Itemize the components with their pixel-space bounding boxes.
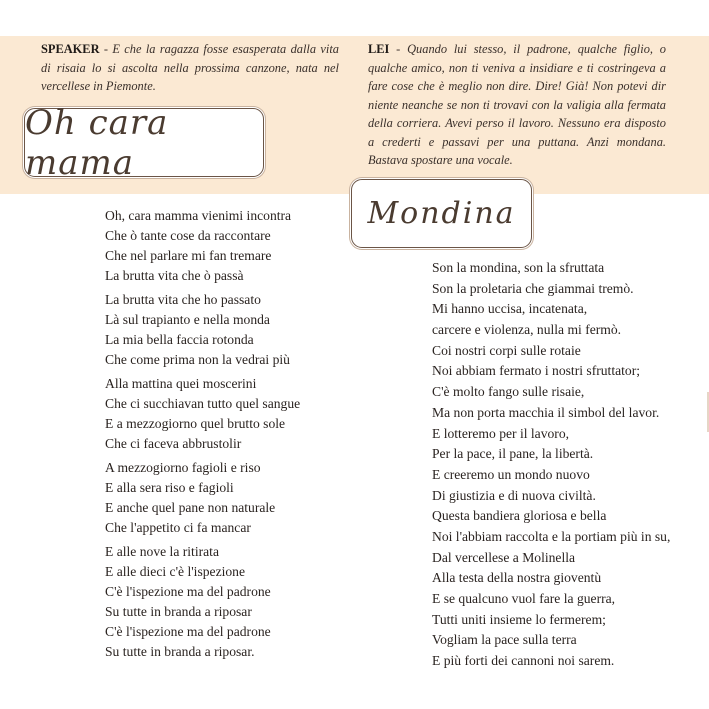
verse-line: E alle nove la ritirata	[105, 544, 219, 559]
speaker-label: SPEAKER	[41, 42, 100, 56]
verse-line: E alla sera riso e fagioli	[105, 480, 234, 495]
verse-line: Che come prima non la vedrai più	[105, 352, 290, 367]
verse-line: Oh, cara mamma vienimi incontra	[105, 208, 292, 223]
verse-line: Su tutte in branda a riposar	[105, 604, 252, 619]
verse-line: Che l'appetito ci fa mancar	[105, 520, 251, 535]
verse-line: Là sul trapianto e nella monda	[105, 312, 270, 327]
verse-line: Mi hanno uccisa, incatenata,	[432, 301, 588, 317]
verse-line: Coi nostri corpi sulle rotaie	[432, 342, 581, 358]
speaker-text: - E che la ragazza fosse esasperata dalla vita di risaia lo si ascolta nella prossima canzone, nata nel vercellese in Piemonte.	[41, 42, 339, 93]
lei-label: LEI	[368, 42, 390, 56]
stanza	[105, 290, 300, 370]
verse-line: Che ci faceva abbrustolir	[105, 436, 242, 451]
stanza	[105, 542, 300, 662]
verse-line: E a mezzogiorno quel brutto sole	[105, 416, 286, 431]
verse-line: Son la proletaria che giammai tremò.	[432, 280, 634, 296]
lei-intro	[368, 40, 666, 170]
stanza	[105, 458, 300, 538]
verse-line: Vogliam la pace sulla terra	[432, 632, 577, 648]
verse-line: Dal vercellese a Molinella	[432, 549, 576, 565]
verse-line: E più forti dei cannoni noi sarem.	[432, 653, 615, 669]
verse-line: Che ò tante cose da raccontare	[105, 228, 271, 243]
verse-line: E anche quel pane non naturale	[105, 500, 276, 515]
stanza	[105, 374, 300, 454]
verse-line: carcere e violenza, nulla mi fermò.	[432, 322, 622, 338]
verse-line: La brutta vita che ho passato	[105, 292, 261, 307]
verse-line: E lotteremo per il lavoro,	[432, 425, 570, 441]
verse-line: E alle dieci c'è l'ispezione	[105, 564, 246, 579]
verse-line: Per la pace, il pane, la libertà.	[432, 446, 594, 462]
verse-line: Alla testa della nostra gioventù	[432, 570, 602, 586]
verse-line: A mezzogiorno fagioli e riso	[105, 460, 261, 475]
song-title-mondina	[351, 179, 532, 248]
song-title-oh-cara-mama	[24, 102, 264, 183]
verse-line: Questa bandiera gloriosa e bella	[432, 508, 607, 524]
verse-line: Son la mondina, son la sfruttata	[432, 260, 605, 275]
song-title-text: Oh cara mama	[25, 102, 169, 183]
lei-text: - Quando lui stesso, il padrone, qualche figlio, o qualche amico, non ti veniva a insidiare e ti costringeva a fare cose che è meglio non dire. Dire! Già! Non potevi dir niente neanche se non ti trovavi con la valigia alla fermata della corriera. Avevi perso il lavoro. Nessuno era disposto a crederti e passavi per una puttana. Anzi mondana. Bastava spostare una vocale.	[368, 42, 666, 167]
verse-line: Tutti uniti insieme lo fermerem;	[432, 611, 606, 627]
verse-line: La brutta vita che ò passà	[105, 268, 244, 283]
verse-line: Noi abbiam fermato i nostri sfruttator;	[432, 363, 641, 379]
verse-line: La mia bella faccia rotonda	[105, 332, 254, 347]
verse-line: Su tutte in branda a riposar.	[105, 644, 255, 659]
stanza	[105, 206, 300, 286]
verse-line: Ma non porta macchia il simbol del lavor.	[432, 404, 660, 420]
verse-line: Che nel parlare mi fan tremare	[105, 248, 272, 263]
verse-line: E creeremo un mondo nuovo	[432, 466, 590, 482]
verse-line: E se qualcuno vuol fare la guerra,	[432, 591, 616, 606]
verse-line: C'è l'ispezione ma del padrone	[105, 624, 271, 639]
verse-line: Che ci succhiavan tutto quel sangue	[105, 396, 301, 411]
poem-mondina	[432, 258, 670, 672]
poem-oh-cara-mama	[105, 206, 300, 666]
verse-line: Noi l'abbiam raccolta e la portiam più in su,	[432, 528, 671, 544]
verse-line: Di giustizia e di nuova civiltà.	[432, 487, 596, 503]
verse-line: C'è molto fango sulle risaie,	[432, 384, 585, 400]
verse-line: Alla mattina quei moscerini	[105, 376, 257, 391]
verse-line: C'è l'ispezione ma del padrone	[105, 584, 271, 599]
speaker-intro	[41, 40, 339, 96]
song-title-text: Mondina	[367, 196, 516, 231]
